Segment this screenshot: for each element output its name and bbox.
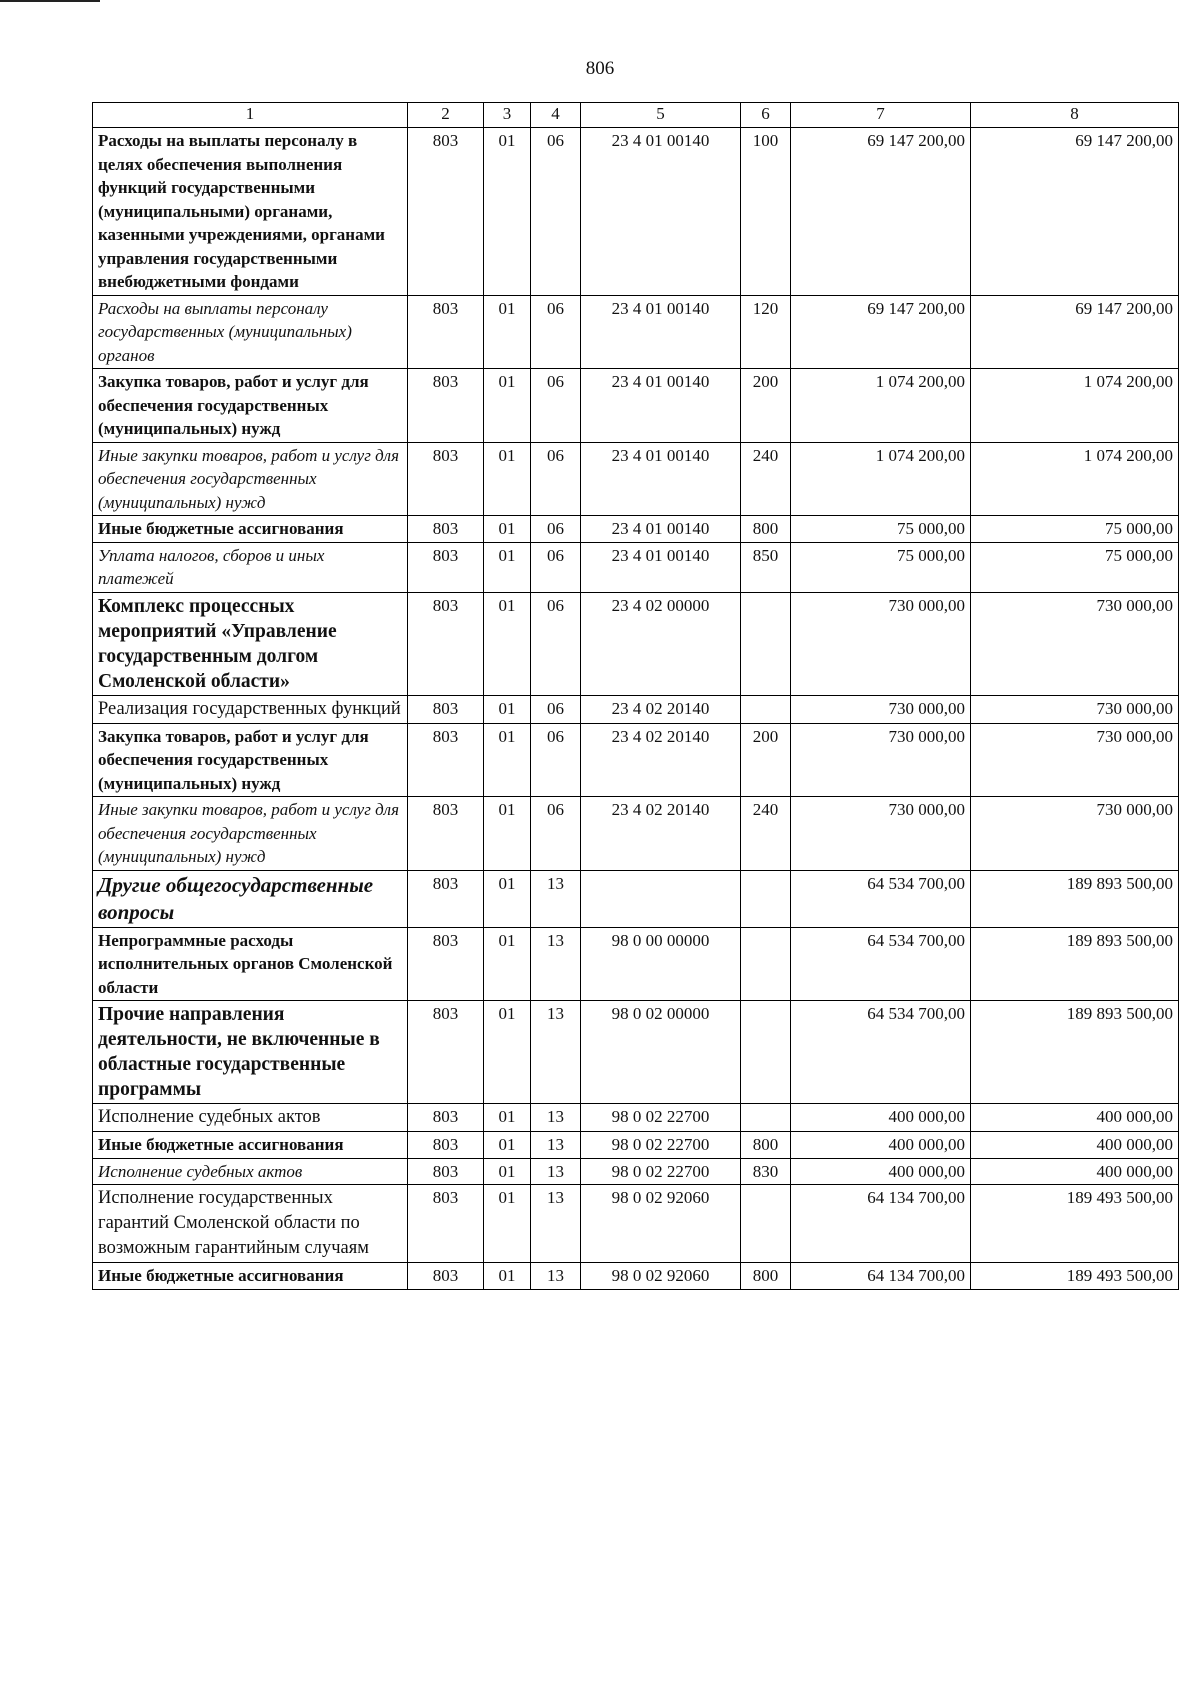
- table-row: [93, 442, 1179, 516]
- row-amount-year1-cell: 75 000,00: [791, 542, 971, 592]
- row-target-article-cell: 98 0 00 00000: [581, 927, 741, 1001]
- row-amount-year2-cell: 189 493 500,00: [971, 1185, 1179, 1263]
- row-amount-year2-cell: 189 893 500,00: [971, 1001, 1179, 1104]
- page-number: 806: [585, 58, 615, 79]
- row-subsection-cell: 13: [531, 1158, 581, 1185]
- row-amount-year1-cell: 400 000,00: [791, 1158, 971, 1185]
- row-section-cell: 01: [484, 1185, 531, 1263]
- row-amount-year1-cell: 730 000,00: [791, 695, 971, 723]
- row-subsection-cell: 06: [531, 295, 581, 369]
- row-subsection-cell: 06: [531, 516, 581, 543]
- row-amount-year1-cell: 1 074 200,00: [791, 369, 971, 443]
- row-amount-year1-cell: 730 000,00: [791, 723, 971, 797]
- table-row: [93, 695, 1179, 723]
- row-section-cell: 01: [484, 128, 531, 296]
- row-amount-year1-cell: 69 147 200,00: [791, 128, 971, 296]
- header-cell-1: 1: [93, 103, 408, 128]
- row-code-admin-cell: 803: [408, 542, 484, 592]
- row-section-cell: 01: [484, 592, 531, 695]
- budget-table: [92, 102, 1179, 1290]
- row-amount-year2-cell: 189 893 500,00: [971, 927, 1179, 1001]
- row-expense-type-cell: [741, 592, 791, 695]
- row-section-cell: 01: [484, 723, 531, 797]
- row-name-cell: Исполнение судебных актов: [93, 1158, 408, 1185]
- row-name-cell: Исполнение судебных актов: [93, 1104, 408, 1132]
- row-amount-year1-cell: 64 534 700,00: [791, 927, 971, 1001]
- row-amount-year2-cell: 730 000,00: [971, 695, 1179, 723]
- table-row: [93, 797, 1179, 871]
- header-row: [93, 103, 1179, 128]
- row-section-cell: 01: [484, 797, 531, 871]
- row-amount-year1-cell: 400 000,00: [791, 1104, 971, 1132]
- row-target-article-cell: 98 0 02 92060: [581, 1263, 741, 1290]
- row-expense-type-cell: 100: [741, 128, 791, 296]
- row-section-cell: 01: [484, 1132, 531, 1159]
- row-expense-type-cell: 800: [741, 1132, 791, 1159]
- table-row: [93, 1132, 1179, 1159]
- row-expense-type-cell: 800: [741, 1263, 791, 1290]
- table-row: [93, 723, 1179, 797]
- row-section-cell: 01: [484, 516, 531, 543]
- row-amount-year2-cell: 400 000,00: [971, 1158, 1179, 1185]
- table-row: [93, 1104, 1179, 1132]
- row-code-admin-cell: 803: [408, 870, 484, 927]
- row-name-cell: Иные бюджетные ассигнования: [93, 516, 408, 543]
- row-target-article-cell: 23 4 02 20140: [581, 723, 741, 797]
- row-name-cell: Уплата налогов, сборов и иных платежей: [93, 542, 408, 592]
- table-row: [93, 592, 1179, 695]
- row-section-cell: 01: [484, 1104, 531, 1132]
- row-name-cell: Иные бюджетные ассигнования: [93, 1132, 408, 1159]
- table-row: [93, 542, 1179, 592]
- row-amount-year1-cell: 64 534 700,00: [791, 1001, 971, 1104]
- row-target-article-cell: 98 0 02 22700: [581, 1104, 741, 1132]
- row-name-cell: Иные закупки товаров, работ и услуг для обеспечения государственных (муниципальных) нужд: [93, 797, 408, 871]
- row-name-cell: Расходы на выплаты персоналу в целях обеспечения выполнения функций государственными (муниципальными) органами, казенными учреждениями, органами управления государственными внебюджетными фондами: [93, 128, 408, 296]
- table-row: [93, 1158, 1179, 1185]
- row-target-article-cell: 23 4 01 00140: [581, 128, 741, 296]
- table-row: [93, 369, 1179, 443]
- row-expense-type-cell: 830: [741, 1158, 791, 1185]
- row-code-admin-cell: 803: [408, 516, 484, 543]
- row-expense-type-cell: 200: [741, 369, 791, 443]
- row-amount-year2-cell: 400 000,00: [971, 1104, 1179, 1132]
- row-name-cell: Другие общегосударственные вопросы: [93, 870, 408, 927]
- row-name-cell: Непрограммные расходы исполнительных органов Смоленской области: [93, 927, 408, 1001]
- row-expense-type-cell: [741, 1104, 791, 1132]
- row-expense-type-cell: 120: [741, 295, 791, 369]
- row-expense-type-cell: [741, 927, 791, 1001]
- row-subsection-cell: 13: [531, 1185, 581, 1263]
- row-name-cell: Расходы на выплаты персоналу государственных (муниципальных) органов: [93, 295, 408, 369]
- row-name-cell: Реализация государственных функций: [93, 695, 408, 723]
- row-amount-year2-cell: 730 000,00: [971, 797, 1179, 871]
- table-row: [93, 516, 1179, 543]
- row-section-cell: 01: [484, 369, 531, 443]
- row-subsection-cell: 06: [531, 542, 581, 592]
- row-name-cell: Прочие направления деятельности, не включенные в областные государственные программы: [93, 1001, 408, 1104]
- row-code-admin-cell: 803: [408, 695, 484, 723]
- row-subsection-cell: 06: [531, 592, 581, 695]
- row-target-article-cell: 23 4 02 00000: [581, 592, 741, 695]
- header-cell-7: 7: [791, 103, 971, 128]
- row-subsection-cell: 06: [531, 128, 581, 296]
- row-subsection-cell: 13: [531, 1104, 581, 1132]
- row-amount-year2-cell: 189 893 500,00: [971, 870, 1179, 927]
- row-amount-year1-cell: 730 000,00: [791, 797, 971, 871]
- row-amount-year2-cell: 730 000,00: [971, 592, 1179, 695]
- scan-edge-line: [0, 0, 100, 2]
- row-code-admin-cell: 803: [408, 1132, 484, 1159]
- row-name-cell: Комплекс процессных мероприятий «Управление государственным долгом Смоленской области»: [93, 592, 408, 695]
- row-code-admin-cell: 803: [408, 128, 484, 296]
- row-code-admin-cell: 803: [408, 295, 484, 369]
- row-expense-type-cell: [741, 695, 791, 723]
- row-target-article-cell: 98 0 02 00000: [581, 1001, 741, 1104]
- row-amount-year1-cell: 730 000,00: [791, 592, 971, 695]
- table-row: [93, 128, 1179, 296]
- row-amount-year2-cell: 69 147 200,00: [971, 295, 1179, 369]
- header-cell-2: 2: [408, 103, 484, 128]
- row-section-cell: 01: [484, 542, 531, 592]
- table-row: [93, 1001, 1179, 1104]
- row-code-admin-cell: 803: [408, 442, 484, 516]
- row-target-article-cell: 23 4 01 00140: [581, 369, 741, 443]
- row-name-cell: Закупка товаров, работ и услуг для обеспечения государственных (муниципальных) нужд: [93, 723, 408, 797]
- table-row: [93, 1185, 1179, 1263]
- row-section-cell: 01: [484, 442, 531, 516]
- row-target-article-cell: 23 4 01 00140: [581, 295, 741, 369]
- row-code-admin-cell: 803: [408, 1185, 484, 1263]
- row-subsection-cell: 13: [531, 1001, 581, 1104]
- row-section-cell: 01: [484, 1263, 531, 1290]
- row-code-admin-cell: 803: [408, 1158, 484, 1185]
- row-amount-year2-cell: 75 000,00: [971, 516, 1179, 543]
- header-cell-4: 4: [531, 103, 581, 128]
- row-code-admin-cell: 803: [408, 1263, 484, 1290]
- row-expense-type-cell: [741, 1185, 791, 1263]
- row-subsection-cell: 06: [531, 695, 581, 723]
- row-subsection-cell: 13: [531, 1263, 581, 1290]
- table-row: [93, 870, 1179, 927]
- row-subsection-cell: 06: [531, 723, 581, 797]
- row-name-cell: Иные закупки товаров, работ и услуг для обеспечения государственных (муниципальных) нужд: [93, 442, 408, 516]
- row-code-admin-cell: 803: [408, 1001, 484, 1104]
- row-subsection-cell: 06: [531, 369, 581, 443]
- row-expense-type-cell: 240: [741, 797, 791, 871]
- row-subsection-cell: 06: [531, 442, 581, 516]
- row-code-admin-cell: 803: [408, 927, 484, 1001]
- row-section-cell: 01: [484, 870, 531, 927]
- row-amount-year2-cell: 730 000,00: [971, 723, 1179, 797]
- row-subsection-cell: 06: [531, 797, 581, 871]
- row-amount-year2-cell: 75 000,00: [971, 542, 1179, 592]
- row-amount-year1-cell: 64 134 700,00: [791, 1185, 971, 1263]
- row-amount-year1-cell: 1 074 200,00: [791, 442, 971, 516]
- row-target-article-cell: 23 4 02 20140: [581, 695, 741, 723]
- row-amount-year1-cell: 75 000,00: [791, 516, 971, 543]
- row-code-admin-cell: 803: [408, 723, 484, 797]
- row-expense-type-cell: 200: [741, 723, 791, 797]
- row-amount-year2-cell: 400 000,00: [971, 1132, 1179, 1159]
- row-amount-year2-cell: 1 074 200,00: [971, 369, 1179, 443]
- row-subsection-cell: 13: [531, 927, 581, 1001]
- row-expense-type-cell: [741, 870, 791, 927]
- row-name-cell: Иные бюджетные ассигнования: [93, 1263, 408, 1290]
- row-code-admin-cell: 803: [408, 797, 484, 871]
- header-cell-3: 3: [484, 103, 531, 128]
- row-expense-type-cell: 240: [741, 442, 791, 516]
- header-cell-5: 5: [581, 103, 741, 128]
- row-amount-year1-cell: 64 134 700,00: [791, 1263, 971, 1290]
- row-amount-year1-cell: 64 534 700,00: [791, 870, 971, 927]
- table-row: [93, 1263, 1179, 1290]
- row-target-article-cell: 23 4 01 00140: [581, 442, 741, 516]
- row-name-cell: Закупка товаров, работ и услуг для обеспечения государственных (муниципальных) нужд: [93, 369, 408, 443]
- row-target-article-cell: 23 4 01 00140: [581, 516, 741, 543]
- header-cell-8: 8: [971, 103, 1179, 128]
- table-row: [93, 295, 1179, 369]
- row-amount-year1-cell: 69 147 200,00: [791, 295, 971, 369]
- row-target-article-cell: 98 0 02 22700: [581, 1132, 741, 1159]
- row-subsection-cell: 13: [531, 1132, 581, 1159]
- row-section-cell: 01: [484, 927, 531, 1001]
- row-section-cell: 01: [484, 695, 531, 723]
- header-cell-6: 6: [741, 103, 791, 128]
- row-target-article-cell: 98 0 02 92060: [581, 1185, 741, 1263]
- row-code-admin-cell: 803: [408, 1104, 484, 1132]
- row-target-article-cell: 23 4 02 20140: [581, 797, 741, 871]
- row-target-article-cell: 23 4 01 00140: [581, 542, 741, 592]
- row-target-article-cell: [581, 870, 741, 927]
- row-target-article-cell: 98 0 02 22700: [581, 1158, 741, 1185]
- row-subsection-cell: 13: [531, 870, 581, 927]
- row-code-admin-cell: 803: [408, 592, 484, 695]
- row-section-cell: 01: [484, 1001, 531, 1104]
- row-section-cell: 01: [484, 295, 531, 369]
- row-code-admin-cell: 803: [408, 369, 484, 443]
- row-amount-year2-cell: 189 493 500,00: [971, 1263, 1179, 1290]
- row-name-cell: Исполнение государственных гарантий Смоленской области по возможным гарантийным случаям: [93, 1185, 408, 1263]
- row-expense-type-cell: 850: [741, 542, 791, 592]
- row-section-cell: 01: [484, 1158, 531, 1185]
- row-expense-type-cell: 800: [741, 516, 791, 543]
- table-row: [93, 927, 1179, 1001]
- row-amount-year2-cell: 69 147 200,00: [971, 128, 1179, 296]
- row-amount-year1-cell: 400 000,00: [791, 1132, 971, 1159]
- row-expense-type-cell: [741, 1001, 791, 1104]
- row-amount-year2-cell: 1 074 200,00: [971, 442, 1179, 516]
- table-body: [93, 103, 1179, 1290]
